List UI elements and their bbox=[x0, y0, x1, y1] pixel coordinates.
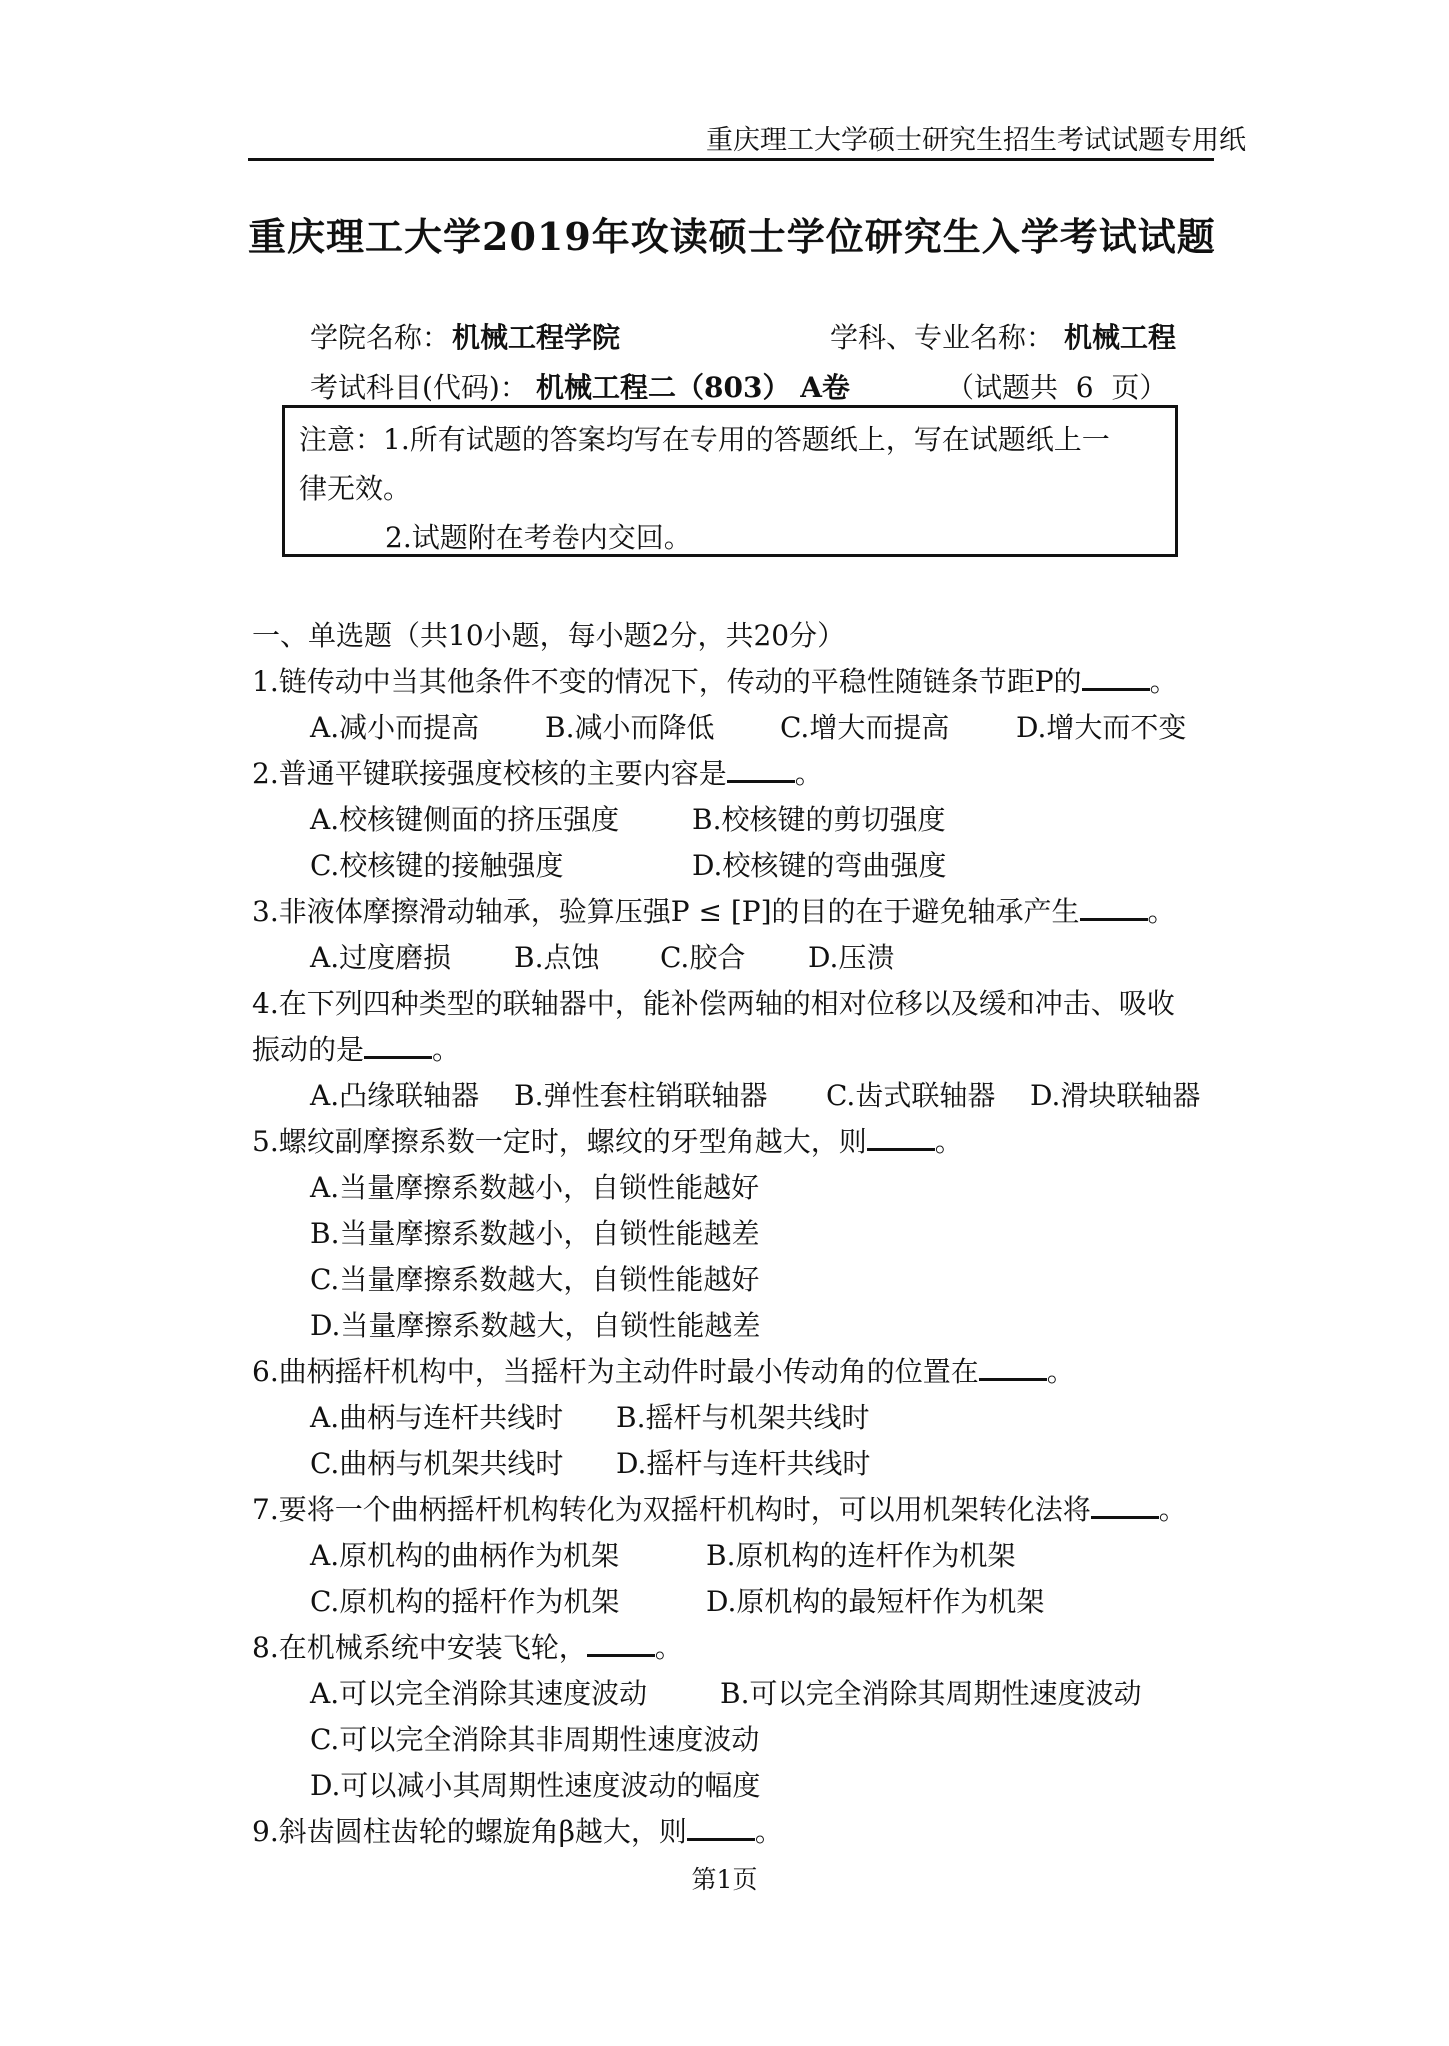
option-b: B.减小而降低 bbox=[545, 711, 715, 744]
option-b: B.点蚀 bbox=[514, 941, 600, 974]
question-3 bbox=[252, 890, 1176, 930]
option-a: A.过度磨损 bbox=[310, 941, 452, 974]
option-c: C.当量摩擦系数越大，自锁性能越好 bbox=[310, 1263, 760, 1296]
option-a: A.凸缘联轴器 bbox=[310, 1079, 480, 1112]
option-d: D.可以减小其周期性速度波动的幅度 bbox=[310, 1769, 761, 1802]
question-6 bbox=[252, 1350, 1075, 1390]
page-number: 第1页 bbox=[691, 1865, 758, 1894]
question-stem: 9.斜齿圆柱齿轮的螺旋角β越大，则 bbox=[252, 1815, 687, 1848]
question-end: 。 bbox=[432, 1033, 461, 1066]
question-4-line-1: 4.在下列四种类型的联轴器中，能补偿两轴的相对位移以及缓和冲击、吸收 bbox=[252, 987, 1175, 1020]
notice-box bbox=[282, 405, 1178, 557]
section-heading: 一、单选题（共10小题，每小题2分，共20分） bbox=[252, 619, 846, 652]
option-d: D.原机构的最短杆作为机架 bbox=[706, 1585, 1045, 1618]
question-stem: 5.螺纹副摩擦系数一定时，螺纹的牙型角越大，则 bbox=[252, 1125, 867, 1158]
notice-line-3: 2.试题附在考卷内交回。 bbox=[385, 521, 692, 554]
option-b: B.摇杆与机架共线时 bbox=[616, 1401, 870, 1434]
question-5 bbox=[252, 1120, 963, 1160]
question-1 bbox=[252, 660, 1178, 700]
question-stem: 3.非液体摩擦滑动轴承，验算压强P ≤ [P]的目的在于避免轴承产生 bbox=[252, 895, 1080, 928]
option-b: B.原机构的连杆作为机架 bbox=[706, 1539, 1016, 1572]
major-label: 学科、专业名称： bbox=[830, 321, 1055, 354]
option-c: C.增大而提高 bbox=[780, 711, 950, 744]
option-c: C.校核键的接触强度 bbox=[310, 849, 564, 882]
question-9 bbox=[252, 1810, 783, 1850]
college-label: 学院名称： bbox=[310, 321, 451, 354]
option-a: A.曲柄与连杆共线时 bbox=[310, 1401, 564, 1434]
option-b: B.当量摩擦系数越小，自锁性能越差 bbox=[310, 1217, 760, 1250]
question-stem: 2.普通平键联接强度校核的主要内容是 bbox=[252, 757, 727, 790]
page-count: （试题共 6 页） bbox=[946, 371, 1168, 404]
header-rule bbox=[248, 158, 1214, 161]
question-stem: 7.要将一个曲柄摇杆机构转化为双摇杆机构时，可以用机架转化法将 bbox=[252, 1493, 1091, 1526]
option-a: A.可以完全消除其速度波动 bbox=[310, 1677, 648, 1710]
question-end: 。 bbox=[1158, 1493, 1187, 1526]
question-end: 。 bbox=[1149, 665, 1178, 698]
option-d: D.增大而不变 bbox=[1016, 711, 1187, 744]
question-stem: 1.链传动中当其他条件不变的情况下，传动的平稳性随链条节距P的 bbox=[252, 665, 1082, 698]
exam-title: 重庆理工大学2019年攻读硕士学位研究生入学考试试题 bbox=[248, 214, 1216, 259]
option-b: B.校核键的剪切强度 bbox=[692, 803, 946, 836]
option-d: D.滑块联轴器 bbox=[1030, 1079, 1201, 1112]
option-b: B.可以完全消除其周期性速度波动 bbox=[720, 1677, 1142, 1710]
option-d: D.摇杆与连杆共线时 bbox=[616, 1447, 871, 1480]
answer-blank bbox=[1080, 892, 1148, 921]
page-header: 重庆理工大学硕士研究生招生考试试题专用纸 bbox=[706, 125, 1246, 156]
answer-blank bbox=[587, 1628, 655, 1657]
subject-label: 考试科目(代码)： bbox=[310, 371, 528, 404]
option-c: C.原机构的摇杆作为机架 bbox=[310, 1585, 620, 1618]
option-c: C.胶合 bbox=[660, 941, 746, 974]
major-value: 机械工程 bbox=[1064, 321, 1177, 354]
answer-blank bbox=[979, 1352, 1047, 1381]
option-a: A.校核键侧面的挤压强度 bbox=[310, 803, 620, 836]
question-stem: 振动的是 bbox=[252, 1033, 365, 1066]
option-a: A.减小而提高 bbox=[310, 711, 480, 744]
answer-blank bbox=[727, 754, 795, 783]
option-c: C.可以完全消除其非周期性速度波动 bbox=[310, 1723, 760, 1756]
question-end: 。 bbox=[654, 1631, 683, 1664]
subject-value: 机械工程二（803） A卷 bbox=[536, 371, 850, 404]
option-c: C.齿式联轴器 bbox=[826, 1079, 996, 1112]
question-end: 。 bbox=[1147, 895, 1176, 928]
question-8 bbox=[252, 1626, 683, 1666]
question-end: 。 bbox=[794, 757, 823, 790]
answer-blank bbox=[687, 1812, 755, 1841]
option-a: A.原机构的曲柄作为机架 bbox=[310, 1539, 620, 1572]
answer-blank bbox=[364, 1030, 432, 1059]
question-end: 。 bbox=[1046, 1355, 1075, 1388]
question-7 bbox=[252, 1488, 1187, 1528]
question-2 bbox=[252, 752, 823, 792]
question-end: 。 bbox=[754, 1815, 783, 1848]
option-d: D.压溃 bbox=[808, 941, 895, 974]
answer-blank bbox=[1082, 662, 1150, 691]
notice-line-1: 注意：1.所有试题的答案均写在专用的答题纸上，写在试题纸上一 bbox=[299, 423, 1110, 456]
question-end: 。 bbox=[934, 1125, 963, 1158]
option-b: B.弹性套柱销联轴器 bbox=[514, 1079, 768, 1112]
question-stem: 8.在机械系统中安装飞轮， bbox=[252, 1631, 587, 1664]
notice-line-2: 律无效。 bbox=[299, 472, 412, 505]
answer-blank bbox=[867, 1122, 935, 1151]
option-d: D.校核键的弯曲强度 bbox=[692, 849, 947, 882]
option-a: A.当量摩擦系数越小，自锁性能越好 bbox=[310, 1171, 760, 1204]
option-d: D.当量摩擦系数越大，自锁性能越差 bbox=[310, 1309, 761, 1342]
option-c: C.曲柄与机架共线时 bbox=[310, 1447, 564, 1480]
question-4-line-2 bbox=[252, 1028, 460, 1068]
question-stem: 6.曲柄摇杆机构中，当摇杆为主动件时最小传动角的位置在 bbox=[252, 1355, 979, 1388]
college-value: 机械工程学院 bbox=[452, 321, 621, 354]
answer-blank bbox=[1091, 1490, 1159, 1519]
